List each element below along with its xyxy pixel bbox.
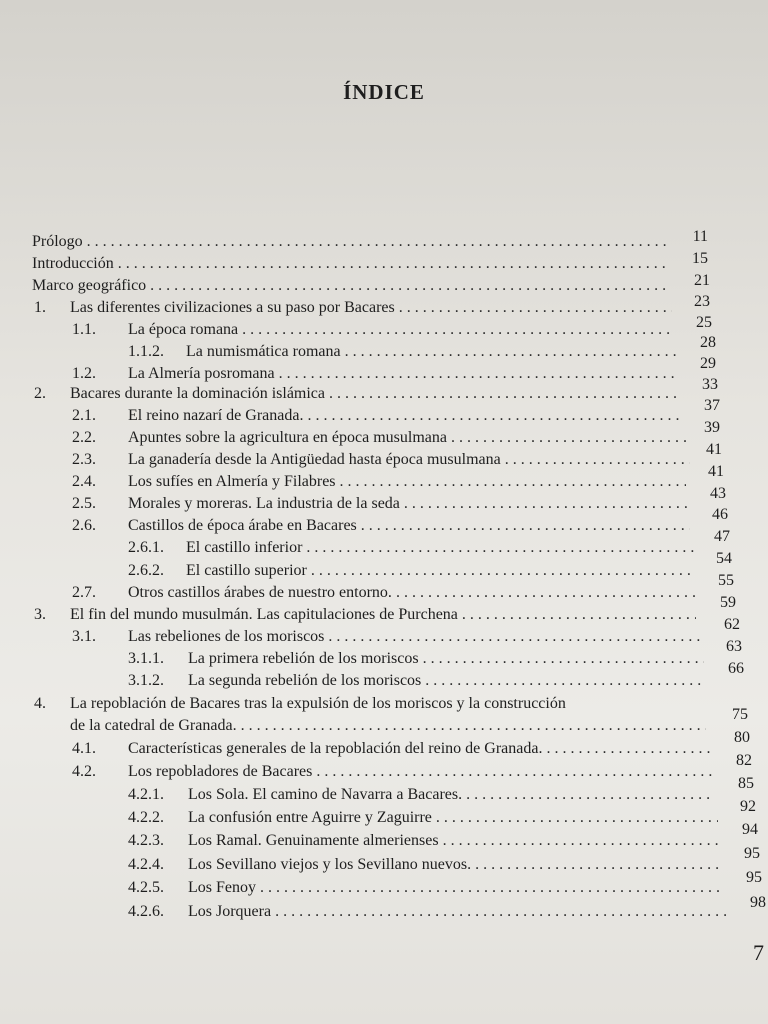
toc-entry-page: 54 — [716, 550, 732, 567]
toc-entry-label: La numismática romana — [186, 343, 341, 360]
dot-leader — [316, 762, 712, 782]
toc-entry-number: 1.1.2. — [128, 343, 164, 360]
toc-entry-page: 82 — [736, 752, 752, 769]
toc-entry — [72, 320, 676, 340]
toc-entry-page: 80 — [734, 729, 750, 746]
toc-entry — [72, 627, 704, 647]
toc-entry-label: Los Sevillano viejos y los Sevillano nuevos. — [188, 856, 472, 873]
dot-leader — [279, 364, 674, 384]
toc-entry-page: 66 — [728, 660, 744, 677]
toc-entry-label-line1: La repoblación de Bacares tras la expulsión de los moriscos y la construcción — [70, 695, 566, 712]
toc-entry-page: 47 — [714, 528, 730, 545]
toc-entry — [128, 342, 682, 362]
toc-entry-page: 25 — [696, 314, 712, 331]
toc-entry-page: 23 — [694, 293, 710, 310]
toc-entry — [72, 364, 678, 384]
toc-entry-label: La segunda rebelión de los moriscos — [188, 672, 422, 689]
toc-entry-page: 55 — [718, 572, 734, 589]
dot-leader — [345, 342, 678, 362]
toc-entry-number: 2.2. — [72, 429, 96, 446]
toc-entry-label: Las rebeliones de los moriscos — [128, 628, 325, 645]
toc-entry-label: Introducción — [32, 255, 114, 272]
toc-entry-label: Los repobladores de Bacares — [128, 763, 313, 780]
toc-entry — [32, 254, 672, 274]
toc-entry-number: 4. — [34, 695, 46, 712]
toc-entry-label: La confusión entre Aguirre y Zaguirre — [188, 809, 432, 826]
dot-leader — [436, 808, 718, 828]
dot-leader — [306, 538, 694, 558]
toc-entry-label: Otros castillos árabes de nuestro entorno. — [128, 584, 392, 601]
dot-leader — [275, 902, 726, 922]
toc-entry-page: 21 — [694, 272, 710, 289]
toc-entry-label: La primera rebelión de los moriscos — [188, 650, 419, 667]
toc-entry-number: 2.6. — [72, 517, 96, 534]
toc-entry-label: Características generales de la repoblación del reino de Granada. — [128, 740, 543, 757]
toc-entry-page: 28 — [700, 334, 716, 351]
toc-entry-number: 4.2.5. — [128, 879, 164, 896]
dot-leader — [399, 298, 672, 318]
toc-entry-number: 3.1.1. — [128, 650, 164, 667]
toc-entry-page: 85 — [738, 775, 754, 792]
toc-entry-number: 2.1. — [72, 407, 96, 424]
toc-entry — [72, 494, 694, 514]
toc-entry — [72, 739, 714, 759]
toc-entry-label: El castillo superior — [186, 562, 307, 579]
toc-entry-page: 62 — [724, 616, 740, 633]
toc-entry-page: 46 — [712, 506, 728, 523]
toc-entry-page: 43 — [710, 485, 726, 502]
toc-entry-page: 33 — [702, 376, 718, 393]
toc-entry-label: Los Fenoy — [188, 879, 256, 896]
toc-entry-label: Las diferentes civilizaciones a su paso por Bacares — [70, 299, 395, 316]
dot-leader — [404, 494, 690, 514]
dot-leader — [150, 276, 668, 296]
toc-entry-number: 3. — [34, 606, 46, 623]
dot-leader — [260, 878, 722, 898]
dot-leader — [396, 583, 700, 603]
page-number: 7 — [753, 940, 764, 965]
toc-entry-label: La Almería posromana — [128, 365, 275, 382]
dot-leader — [311, 561, 694, 581]
toc-entry — [128, 538, 698, 558]
toc-entry — [128, 785, 718, 805]
toc-entry-number: 2.6.1. — [128, 539, 164, 556]
toc-entry-number: 3.1. — [72, 628, 96, 645]
toc-entry-number: 4.2.2. — [128, 809, 164, 826]
dot-leader — [462, 605, 696, 625]
toc-entry-number: 4.2.1. — [128, 786, 164, 803]
dot-leader — [505, 450, 690, 470]
toc-entry-number: 1. — [34, 299, 46, 316]
toc-entry — [128, 808, 722, 828]
dot-leader — [361, 516, 690, 536]
toc-entry — [34, 298, 676, 318]
toc-entry-page: 15 — [692, 250, 708, 267]
dot-leader — [242, 320, 672, 340]
dot-leader — [329, 384, 676, 404]
toc-entry-label: Morales y moreras. La industria de la seda — [128, 495, 400, 512]
toc-entry — [32, 276, 672, 296]
toc-entry-number: 2.5. — [72, 495, 96, 512]
toc-entry-number: 1.2. — [72, 365, 96, 382]
toc-entry-label: Prólogo — [32, 233, 83, 250]
toc-entry — [128, 902, 730, 922]
toc-entry-label: Marco geográfico — [32, 277, 147, 294]
toc-entry-page: 59 — [720, 594, 736, 611]
toc-entry — [72, 583, 704, 603]
toc-entry-page: 41 — [706, 441, 722, 458]
toc-entry-page: 95 — [744, 845, 760, 862]
toc-entry-number: 2.4. — [72, 473, 96, 490]
toc-entry-label: Bacares durante la dominación islámica — [70, 385, 326, 402]
toc-entry-label: Los Ramal. Genuinamente almerienses — [188, 832, 439, 849]
toc-entry-page: 29 — [700, 355, 716, 372]
toc-entry-label: La época romana — [128, 321, 239, 338]
toc-entry-number: 2. — [34, 385, 46, 402]
toc-entry — [34, 384, 680, 404]
toc-entry-page: 11 — [692, 228, 708, 245]
toc-entry — [70, 716, 710, 736]
toc-entry — [72, 406, 688, 426]
toc-entry-number: 4.2.4. — [128, 856, 164, 873]
toc-entry — [128, 649, 708, 669]
dot-leader — [466, 785, 714, 805]
dot-leader — [307, 406, 684, 426]
page-title: ÍNDICE — [343, 80, 425, 104]
toc-entry-page: 37 — [704, 397, 720, 414]
toc-entry-label: Los sufíes en Almería y Filabres — [128, 473, 336, 490]
toc-entry-page: 94 — [742, 821, 758, 838]
toc-entry — [128, 878, 726, 898]
toc-entry-number: 2.7. — [72, 584, 96, 601]
toc-entry-label: El fin del mundo musulmán. Las capitulaciones de Purchena — [70, 606, 458, 623]
toc-entry — [72, 472, 690, 492]
toc-entry — [72, 450, 694, 470]
toc-entry-label: El reino nazarí de Granada. — [128, 407, 304, 424]
toc-entry-label: Los Sola. El camino de Navarra a Bacares. — [188, 786, 463, 803]
toc-entry-page: 75 — [732, 706, 748, 723]
dot-leader — [546, 739, 710, 759]
dot-leader — [475, 855, 722, 875]
toc-entry-number: 4.2.6. — [128, 903, 164, 920]
toc-entry-number: 2.6.2. — [128, 562, 164, 579]
toc-entry-label: Apuntes sobre la agricultura en época musulmana — [128, 429, 447, 446]
dot-leader — [451, 428, 686, 448]
toc-entry — [72, 762, 716, 782]
toc-entry-page: 98 — [750, 894, 766, 911]
dot-leader — [340, 472, 686, 492]
toc-entry — [32, 232, 672, 252]
toc-entry-page: 63 — [726, 638, 742, 655]
dot-leader — [423, 649, 704, 669]
dot-leader — [425, 671, 706, 691]
toc-entry-page: 41 — [708, 463, 724, 480]
toc-entry — [72, 428, 690, 448]
toc-entry-page: 92 — [740, 798, 756, 815]
toc-entry-page: 95 — [746, 869, 762, 886]
toc-entry-number: 4.1. — [72, 740, 96, 757]
toc-entry-number: 4.2. — [72, 763, 96, 780]
toc-entry-label: La ganadería desde la Antigüedad hasta época musulmana — [128, 451, 501, 468]
toc-entry-label: Castillos de época árabe en Bacares — [128, 517, 357, 534]
dot-leader — [241, 716, 706, 736]
toc-entry — [128, 855, 726, 875]
dot-leader — [443, 831, 720, 851]
toc-entry-number: 3.1.2. — [128, 672, 164, 689]
toc-entry — [72, 516, 694, 536]
dot-leader — [118, 254, 668, 274]
toc-entry-label: El castillo inferior — [186, 539, 303, 556]
toc-entry-label: Los Jorquera — [188, 903, 272, 920]
dot-leader — [328, 627, 700, 647]
dot-leader — [87, 232, 668, 252]
toc-entry-number: 1.1. — [72, 321, 96, 338]
toc-entry-number: 2.3. — [72, 451, 96, 468]
toc-entry-number: 4.2.3. — [128, 832, 164, 849]
toc-entry-page: 39 — [704, 419, 720, 436]
toc-entry — [128, 561, 698, 581]
toc-entry — [128, 671, 710, 691]
toc-entry — [34, 605, 700, 625]
toc-entry-label: de la catedral de Granada. — [70, 717, 237, 734]
toc-entry — [128, 831, 724, 851]
